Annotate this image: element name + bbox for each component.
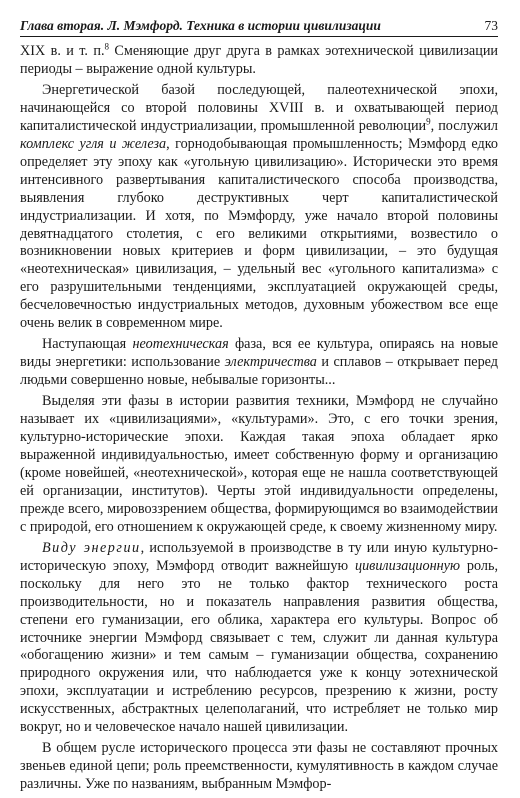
italic-term: комплекс угля и железа: [20, 135, 167, 152]
text-run: , горнодобывающая промышленность; Мэмфорд едко определяет эту эпоху как «угольную цивилизацию». Исторически это время интенсивного развертывания капиталистического способа производства, выявления глубоко деструктивных черт капиталистической индустриализации. И хотя, по Мэмфорду, уже начало второй половины девятнадцатого столетия, с его великими открытиями, возвестило о возникновении новых критериев и форм цивилизации, – это будущая «неотехническая» цивилизация, – удельный вес «угольного капитализма» с его разрушительными тенденциями, эксплуатацией окружающей среды, бесчеловечностью индустриальных методов, духовным убожеством все еще очень велик в современном мире.: [20, 135, 498, 332]
paragraph: [20, 540, 498, 737]
text-run: Сменяющие друг друга в рамках эотехнической цивилизации периоды – выражение одной культуры.: [20, 43, 499, 77]
running-header: [20, 18, 498, 37]
footnote-ref: 8: [104, 41, 110, 52]
paragraph: [20, 740, 498, 794]
text-run: фаза, вся ее культура, опираясь на новые виды энергетики: использование: [20, 336, 498, 371]
book-page: [20, 18, 498, 794]
text-run: , послужил: [430, 117, 498, 134]
body-text: [20, 43, 498, 794]
text-run: и сплавов – открывает перед людьми совершенно новые, небывалые горизонты...: [20, 354, 499, 389]
text-run: роль, поскольку для него это не только фактор технического роста производительности, но и показатель направления развития общества, степени его гуманизации, его облика, характера его культуры. Вопрос об источнике энергии Мэмфорд связывает с тем, служит ли данная культура «обогащению жизни» и тем самым – гуманизации общества, сохранению природного окружения или, что наблюдается уже к концу эотехнической эпохи, эксплуатации и истреблению ресурсов, презрению к жизни, росту искусственных, абстрактных целеполаганий, что истребляет не только мир вокруг, но и человеческое начало нашей цивилизации.: [20, 557, 498, 736]
page-number: 73: [484, 18, 498, 33]
footnote-ref: 9: [426, 116, 431, 127]
paragraph: [20, 393, 498, 537]
text-run: В общем русле исторического процесса эти фазы не составляют прочных звеньев единой цепи; роль преемственности, кумулятивность в каждом случае различны. Уже по названиям, выбранным Мэмфор-: [20, 740, 498, 793]
text-run: , используемой в производстве в ту или иную культурно-историческую эпоху, Мэмфорд отводит важнейшую: [20, 539, 498, 574]
text-run: Выделяя эти фазы в истории развития техники, Мэмфорд не случайно называет их «цивилизациями», «культурами». Это, с его точки зрения, культурно-исторические эпохи. Каждая такая эпоха обладает ярко выраженной индивидуальностью, имеет собственную форму и организацию (кроме новейшей, «неотехнической», которая еще не нашла соответствующей ей организации, институтов). Черты этой индивидуальности определены, прежде всего, мировоззрением общества, формирующимся во взаимодействии с природой, его отношением к окружающей среде, к своему жизненному миру.: [20, 393, 498, 535]
text-run: Наступающая: [42, 336, 133, 353]
running-title: Глава вторая. Л. Мэмфорд. Техника в истории цивилизации: [20, 18, 381, 33]
paragraph: [20, 82, 498, 333]
paragraph: [20, 43, 498, 79]
italic-term: неотехническая: [132, 336, 229, 353]
italic-term: цивилизационную: [354, 557, 460, 574]
text-run: XIX в. и т. п.: [20, 43, 105, 59]
text-run: Энергетической базой последующей, палеотехнической эпохи, начинающейся со второй половины XVIII в. и охватывающей период капиталистической индустриализации, промышленной революции: [20, 81, 498, 134]
italic-term: электричества: [224, 354, 317, 371]
italic-term: Виду энергии: [42, 539, 141, 556]
paragraph: [20, 336, 498, 390]
